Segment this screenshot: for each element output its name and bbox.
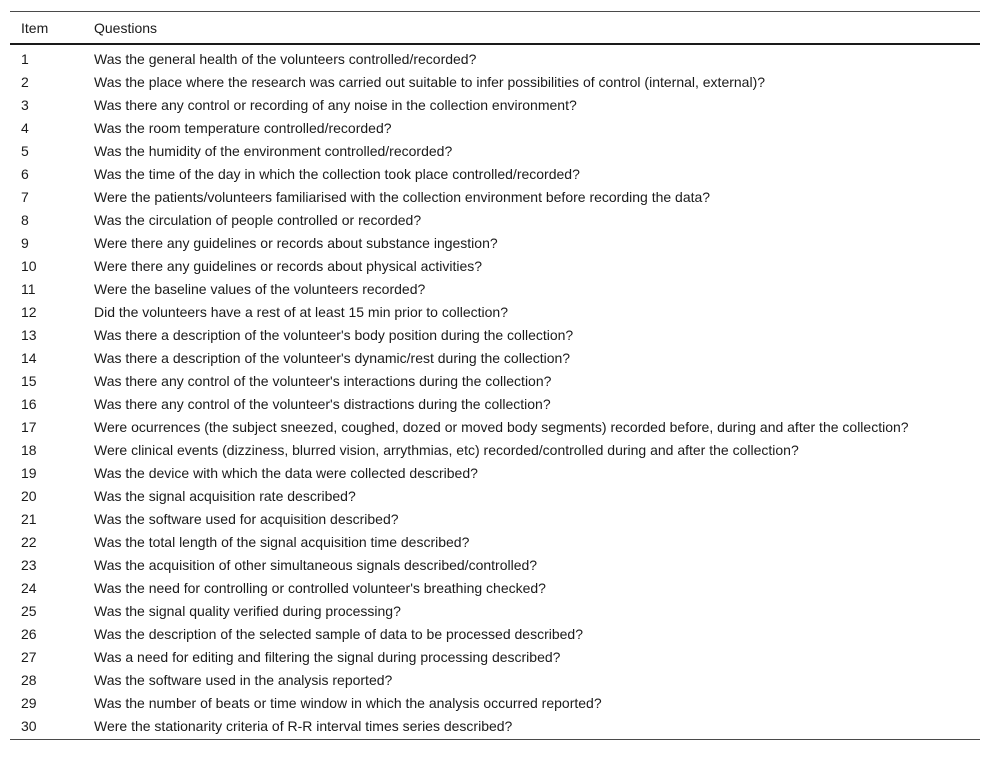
row-question: Did the volunteers have a rest of at least 15 min prior to collection? (94, 304, 508, 320)
row-item-number: 22 (21, 534, 37, 550)
row-question: Was the signal acquisition rate described? (94, 488, 356, 504)
row-question: Were there any guidelines or records about substance ingestion? (94, 235, 498, 251)
row-question: Was the circulation of people controlled or recorded? (94, 212, 422, 228)
table-row (10, 692, 980, 715)
table-row (10, 439, 980, 462)
row-item-number: 20 (21, 488, 37, 504)
row-item-number: 11 (21, 281, 36, 297)
row-item-number: 26 (21, 626, 37, 642)
header-row (10, 12, 980, 45)
row-item-number: 21 (21, 511, 37, 527)
table-row (10, 623, 980, 646)
row-question: Was the time of the day in which the collection took place controlled/recorded? (94, 166, 580, 182)
row-item-number: 13 (21, 327, 37, 343)
row-question: Was the general health of the volunteers controlled/recorded? (94, 51, 477, 67)
row-question: Was the total length of the signal acquisition time described? (94, 534, 470, 550)
table-row (10, 554, 980, 577)
header-questions: Questions (94, 19, 158, 36)
table-row (10, 393, 980, 416)
row-item-number: 17 (21, 419, 37, 435)
row-question: Was the acquisition of other simultaneous signals described/controlled? (94, 557, 538, 573)
row-question: Was there any control or recording of any noise in the collection environment? (94, 97, 577, 113)
table-row (10, 646, 980, 669)
row-item-number: 9 (21, 235, 29, 251)
table-row (10, 71, 980, 94)
row-question: Was there any control of the volunteer's distractions during the collection? (94, 396, 551, 412)
row-item-number: 29 (21, 695, 37, 711)
table-row (10, 462, 980, 485)
row-question: Were ocurrences (the subject sneezed, coughed, dozed or moved body segments) recorded before, during and after the collection? (94, 419, 909, 435)
row-item-number: 8 (21, 212, 29, 228)
row-item-number: 19 (21, 465, 37, 481)
table-row (10, 416, 980, 439)
row-question: Were the stationarity criteria of R-R interval times series described? (94, 718, 513, 734)
table-row (10, 347, 980, 370)
table-body (10, 44, 980, 740)
row-question: Was the description of the selected sample of data to be processed described? (94, 626, 583, 642)
row-question: Was the place where the research was carried out suitable to infer possibilities of control (internal, external)? (94, 74, 766, 90)
row-question: Were there any guidelines or records about physical activities? (94, 258, 483, 274)
row-item-number: 7 (21, 189, 29, 205)
table-header (10, 12, 980, 45)
table-row (10, 163, 980, 186)
row-item-number: 10 (21, 258, 37, 274)
table-row (10, 278, 980, 301)
table-row (10, 715, 980, 740)
row-question: Was the need for controlling or controlled volunteer's breathing checked? (94, 580, 546, 596)
table-row (10, 232, 980, 255)
row-item-number: 28 (21, 672, 37, 688)
row-question: Was there a description of the volunteer's dynamic/rest during the collection? (94, 350, 571, 366)
table-row (10, 324, 980, 347)
table-row (10, 186, 980, 209)
table-row (10, 485, 980, 508)
row-item-number: 1 (21, 51, 29, 67)
row-question: Was the software used in the analysis reported? (94, 672, 393, 688)
row-item-number: 16 (21, 396, 37, 412)
table-row (10, 44, 980, 71)
row-question: Was there a description of the volunteer's body position during the collection? (94, 327, 574, 343)
table-row (10, 117, 980, 140)
table-row (10, 301, 980, 324)
row-question: Was a need for editing and filtering the signal during processing described? (94, 649, 561, 665)
row-question: Was the room temperature controlled/recorded? (94, 120, 392, 136)
row-item-number: 4 (21, 120, 29, 136)
row-question: Was the signal quality verified during processing? (94, 603, 401, 619)
table-row (10, 94, 980, 117)
row-question: Was the humidity of the environment controlled/recorded? (94, 143, 453, 159)
row-item-number: 2 (21, 74, 29, 90)
table-row (10, 531, 980, 554)
row-question: Was there any control of the volunteer's interactions during the collection? (94, 373, 552, 389)
row-question: Was the number of beats or time window in which the analysis occurred reported? (94, 695, 602, 711)
row-item-number: 12 (21, 304, 37, 320)
row-question: Were clinical events (dizziness, blurred vision, arrythmias, etc) recorded/controlled during and after the collection? (94, 442, 799, 458)
questions-table-container (10, 11, 980, 740)
table-row (10, 508, 980, 531)
row-item-number: 18 (21, 442, 37, 458)
row-item-number: 30 (21, 718, 37, 734)
row-item-number: 15 (21, 373, 37, 389)
table-row (10, 577, 980, 600)
row-item-number: 23 (21, 557, 37, 573)
table-row (10, 255, 980, 278)
row-item-number: 6 (21, 166, 29, 182)
questions-table (10, 11, 980, 740)
row-item-number: 3 (21, 97, 29, 113)
table-row (10, 370, 980, 393)
table-row (10, 140, 980, 163)
row-item-number: 25 (21, 603, 37, 619)
row-item-number: 5 (21, 143, 29, 159)
row-question: Was the device with which the data were collected described? (94, 465, 478, 481)
row-question: Were the baseline values of the volunteers recorded? (94, 281, 426, 297)
header-item: Item (21, 19, 49, 36)
table-row (10, 209, 980, 232)
row-item-number: 14 (21, 350, 37, 366)
table-row (10, 669, 980, 692)
row-item-number: 27 (21, 649, 37, 665)
row-item-number: 24 (21, 580, 37, 596)
row-question: Were the patients/volunteers familiarised with the collection environment before recording the data? (94, 189, 711, 205)
table-row (10, 600, 980, 623)
row-question: Was the software used for acquisition described? (94, 511, 399, 527)
